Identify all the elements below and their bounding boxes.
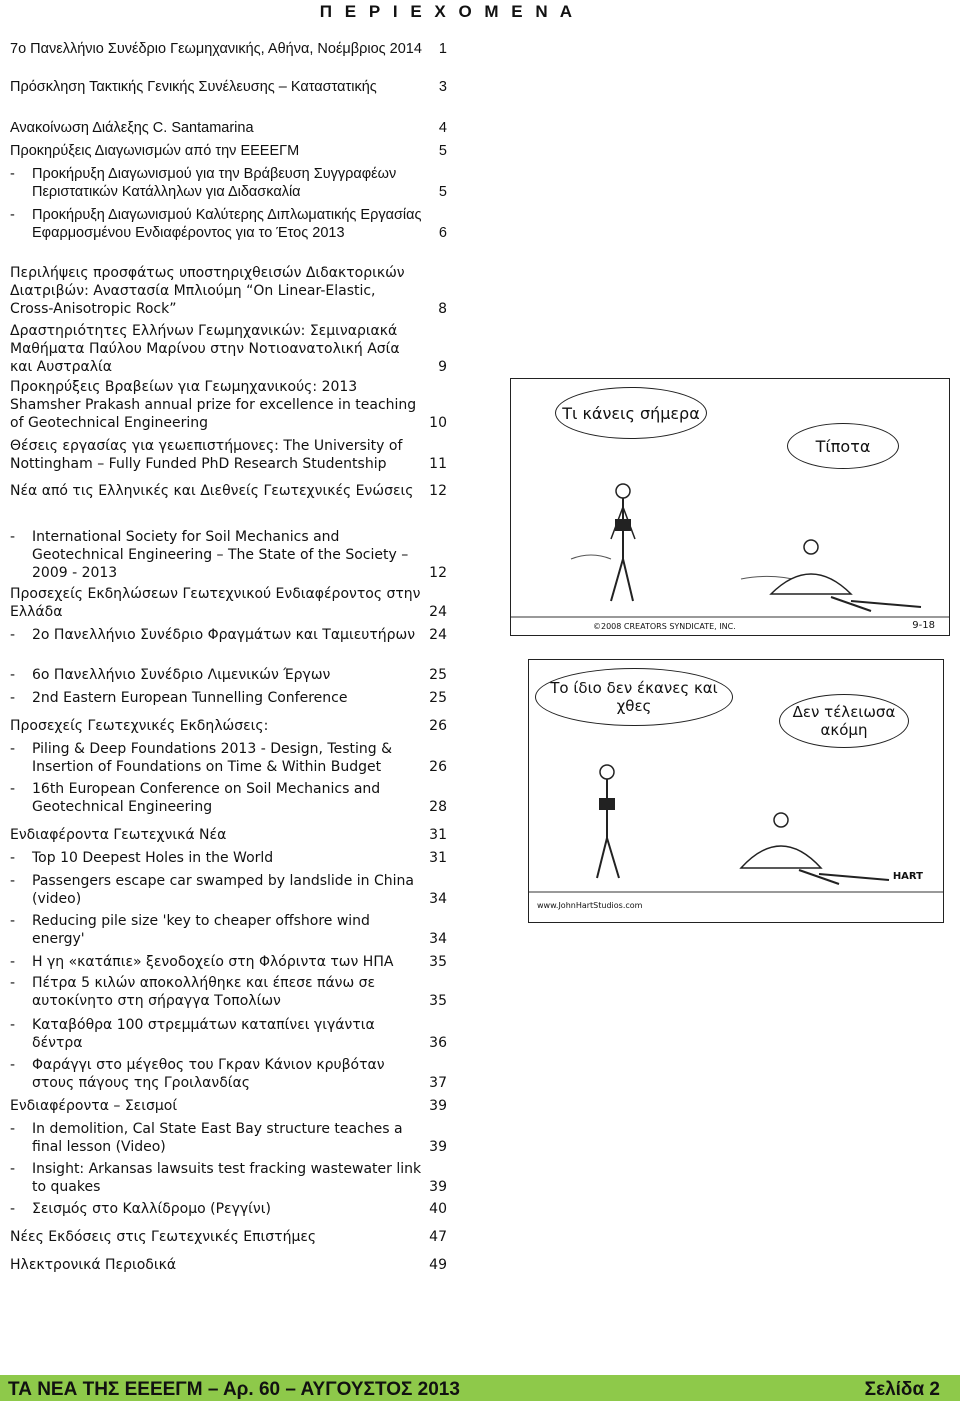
page-number: 5: [438, 143, 447, 159]
toc-entry[interactable]: Νέες Εκδόσεις στις Γεωτεχνικές Επιστήμες 47: [10, 1229, 447, 1245]
toc-entry[interactable]: - Top 10 Deepest Holes in the World 31: [10, 850, 447, 866]
page-footer: [0, 1375, 960, 1401]
toc-entry[interactable]: 7ο Πανελλήνιο Συνέδριο Γεωμηχανικής, Αθήνα, Νοέμβριος 2014 1: [10, 41, 447, 57]
page-number: 12: [429, 565, 447, 581]
page-number: 10: [429, 415, 447, 431]
bullet-dash: -: [10, 667, 16, 683]
toc-entry[interactable]: - Προκήρυξη Διαγωνισμού Καλύτερης Διπλωματικής Εργασίας Εφαρμοσμένου Ενδιαφέροντος για το Έτος 2013 6: [10, 207, 447, 241]
toc-entry[interactable]: Ενδιαφέροντα Γεωτεχνικά Νέα 31: [10, 827, 447, 843]
page-number: 12: [429, 483, 447, 499]
bullet-dash: -: [10, 1161, 16, 1177]
bullet-dash: -: [10, 781, 16, 797]
page-number: 36: [429, 1035, 447, 1051]
bullet-dash: -: [10, 207, 15, 223]
comic-date: 9-18: [912, 620, 935, 631]
copyright-caption: ©2008 CREATORS SYNDICATE, INC.: [593, 622, 736, 631]
page-number: 35: [429, 993, 447, 1009]
page-number: 47: [429, 1229, 447, 1245]
bullet-dash: -: [10, 529, 16, 545]
toc-entry[interactable]: - In demolition, Cal State East Bay structure teaches a final lesson (Video) 39: [10, 1121, 447, 1155]
page-header: Π Ε Ρ Ι Ε Χ Ο Μ Ε Ν Α: [319, 2, 576, 21]
toc-entry[interactable]: Ηλεκτρονικά Περιοδικά 49: [10, 1257, 447, 1273]
toc-entry[interactable]: Προκηρύξεις Βραβείων για Γεωμηχανικούς: 2013 Shamsher Prakash annual prize for excellence in teaching of Geotechnical Engineering 10: [10, 379, 447, 431]
page-number: 9: [438, 359, 447, 375]
toc-entry[interactable]: - Passengers escape car swamped by landslide in China (video) 34: [10, 873, 447, 907]
toc-entry[interactable]: - International Society for Soil Mechanics and Geotechnical Engineering – The State of the Society – 2009 - 2013 12: [10, 529, 447, 581]
toc-entry[interactable]: - 2ο Πανελλήνιο Συνέδριο Φραγμάτων και Ταμιευτήρων 24: [10, 627, 447, 643]
page-number: 40: [429, 1201, 447, 1217]
toc-entry[interactable]: Πρόσκληση Τακτικής Γενικής Συνέλευσης – Καταστατικής 3: [10, 79, 447, 95]
artist-signature: HART: [892, 871, 923, 882]
page-number: 35: [429, 954, 447, 970]
bullet-dash: -: [10, 954, 16, 970]
speech-bubble: Τι κάνεις σήμερα: [555, 387, 707, 439]
bullet-dash: -: [10, 913, 16, 929]
page-number: 28: [429, 799, 447, 815]
toc-entry[interactable]: Νέα από τις Ελληνικές και Διεθνείς Γεωτεχνικές Ενώσεις 12: [10, 483, 447, 499]
bullet-dash: -: [10, 1201, 16, 1217]
toc-entry[interactable]: - 2nd Eastern European Tunnelling Conference 25: [10, 690, 447, 706]
toc-entry[interactable]: Ενδιαφέροντα – Σεισμοί 39: [10, 1098, 447, 1114]
toc-entry[interactable]: Προκηρύξεις Διαγωνισμών από την ΕΕΕΕΓΜ 5: [10, 143, 447, 159]
page-number: 34: [429, 891, 447, 907]
toc-entry[interactable]: - Φαράγγι στο μέγεθος του Γκραν Κάνιον κρυβόταν στους πάγους της Γροιλανδίας 37: [10, 1057, 447, 1091]
toc-entry[interactable]: Περιλήψεις προσφάτως υποστηριχθεισών Διδακτορικών Διατριβών: Αναστασία Μπλιούμη “On Linear-Elastic, Cross-Anisotropic Rock” 8: [10, 265, 447, 317]
toc-entry[interactable]: Προσεχείς Εκδηλώσεων Γεωτεχνικού Ενδιαφέροντος στην Ελλάδα 24: [10, 586, 447, 620]
toc-entry[interactable]: - 6ο Πανελλήνιο Συνέδριο Λιμενικών Έργων 25: [10, 667, 447, 683]
bullet-dash: -: [10, 850, 16, 866]
toc-entry[interactable]: Ανακοίνωση Διάλεξης C. Santamarina 4: [10, 120, 447, 136]
page-number: 34: [429, 931, 447, 947]
page-number: 39: [429, 1139, 447, 1155]
toc-entry[interactable]: - Insight: Arkansas lawsuits test fracking wastewater link to quakes 39: [10, 1161, 447, 1195]
toc-entry[interactable]: - Σεισμός στο Καλλίδρομο (Ρεγγίνι) 40: [10, 1201, 447, 1217]
page-number: 31: [429, 827, 447, 843]
page-number: 8: [438, 301, 447, 317]
bullet-dash: -: [10, 975, 16, 991]
page-number: 24: [429, 604, 447, 620]
page-number: 11: [429, 456, 447, 472]
page-number: 37: [429, 1075, 447, 1091]
toc-entry[interactable]: - Καταβόθρα 100 στρεμμάτων καταπίνει γιγάντια δέντρα 36: [10, 1017, 447, 1051]
page-number: 25: [429, 667, 447, 683]
page-number: 39: [429, 1179, 447, 1195]
page-number: 25: [429, 690, 447, 706]
toc-entry[interactable]: - 16th European Conference on Soil Mechanics and Geotechnical Engineering 28: [10, 781, 447, 815]
bullet-dash: -: [10, 1121, 16, 1137]
page-number: 1: [438, 41, 447, 57]
bullet-dash: -: [10, 1017, 16, 1033]
page-number: 4: [438, 120, 447, 136]
page-number: 3: [438, 79, 447, 95]
page-number: 49: [429, 1257, 447, 1273]
toc-entry[interactable]: Θέσεις εργασίας για γεωεπιστήμονες: The University of Nottingham – Fully Funded PhD Research Studentship 11: [10, 438, 447, 472]
toc-entry[interactable]: - Πέτρα 5 κιλών αποκολλήθηκε και έπεσε πάνω σε αυτοκίνητο στη σήραγγα Τοπολίων 35: [10, 975, 447, 1009]
bullet-dash: -: [10, 873, 16, 889]
page-number: 26: [429, 718, 447, 734]
newsletter-title: ΤΑ ΝΕΑ ΤΗΣ ΕΕΕΕΓΜ – Αρ. 60 – ΑΥΓΟΥΣΤΟΣ 2013: [8, 1379, 460, 1400]
bullet-dash: -: [10, 627, 16, 643]
website-caption: www.JohnHartStudios.com: [537, 901, 643, 910]
page-label: Σελίδα 2: [864, 1379, 940, 1400]
bullet-dash: -: [10, 690, 16, 706]
bullet-dash: -: [10, 1057, 16, 1073]
page-number: 5: [438, 184, 447, 200]
comic-panel-bottom: [528, 659, 944, 923]
speech-bubble: Το ίδιο δεν έκανες και χθες: [535, 668, 733, 726]
page-number: 26: [429, 759, 447, 775]
speech-bubble: Δεν τέλειωσα ακόμη: [779, 694, 909, 748]
speech-bubble: Τίποτα: [787, 423, 899, 469]
page-number: 39: [429, 1098, 447, 1114]
page-number: 24: [429, 627, 447, 643]
toc-entry[interactable]: - Reducing pile size 'key to cheaper offshore wind energy' 34: [10, 913, 447, 947]
toc-entry[interactable]: - Piling & Deep Foundations 2013 - Design, Testing & Insertion of Foundations on Time & Within Budget 26: [10, 741, 447, 775]
toc-entry[interactable]: Δραστηριότητες Ελλήνων Γεωμηχανικών: Σεμιναριακά Μαθήματα Παύλου Μαρίνου στην Νοτιοανατολική Ασία και Αυστραλία 9: [10, 323, 447, 375]
page-number: 6: [438, 225, 447, 241]
page-number: 31: [429, 850, 447, 866]
toc-entry[interactable]: - Προκήρυξη Διαγωνισμού για την Βράβευση Συγγραφέων Περιστατικών Κατάλληλων για Διδασκαλία 5: [10, 166, 447, 200]
comic-panel-top: [510, 378, 950, 636]
toc-entry[interactable]: Προσεχείς Γεωτεχνικές Εκδηλώσεις: 26: [10, 718, 447, 734]
toc-entry[interactable]: - Η γη «κατάπιε» ξενοδοχείο στη Φλόριντα των ΗΠΑ 35: [10, 954, 447, 970]
bullet-dash: -: [10, 166, 15, 182]
bullet-dash: -: [10, 741, 16, 757]
